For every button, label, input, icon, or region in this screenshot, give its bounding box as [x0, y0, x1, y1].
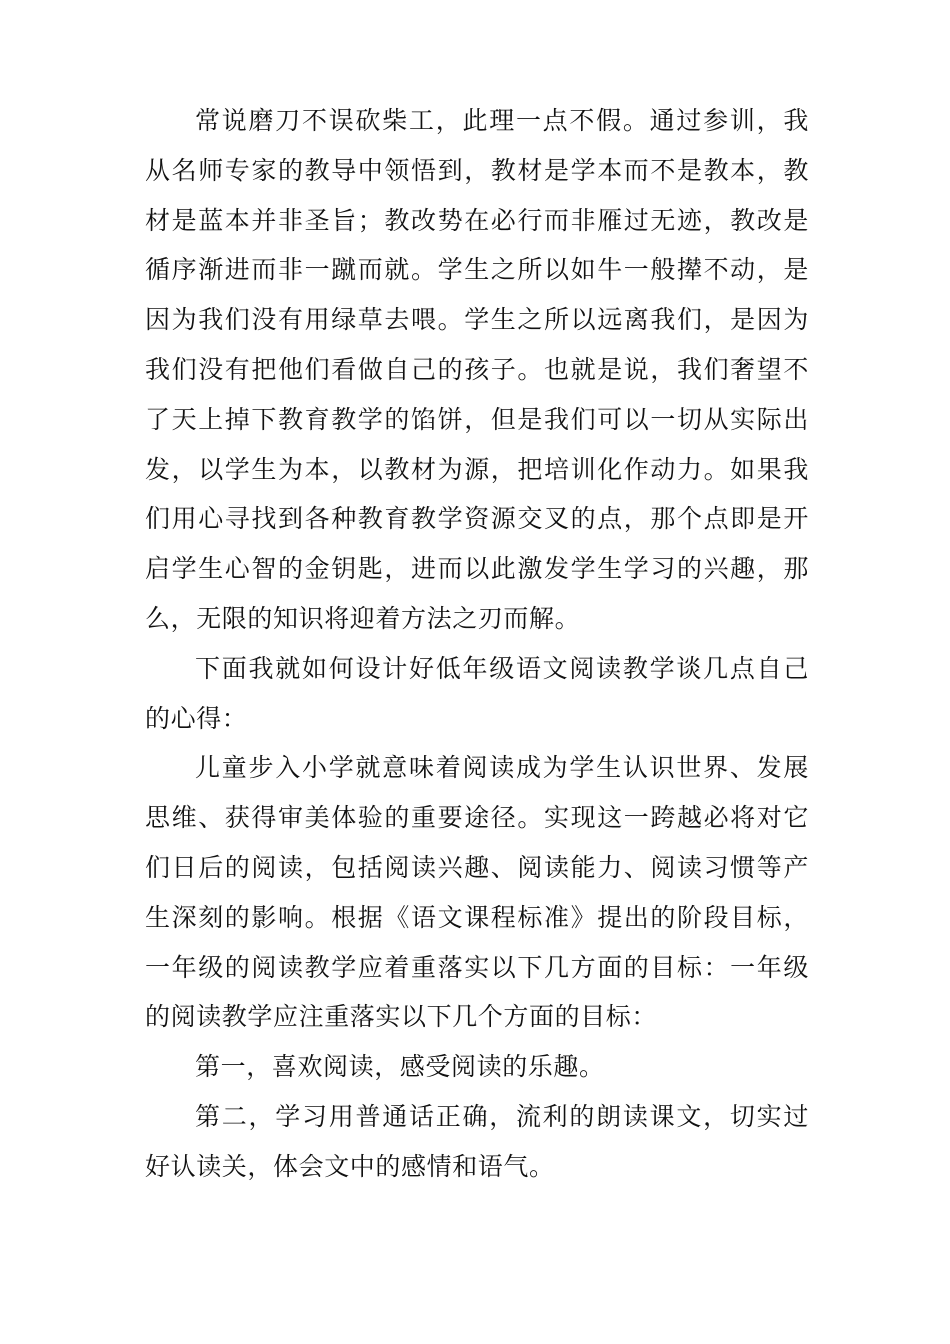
paragraph-goal-one: 第一，喜欢阅读，感受阅读的乐趣。: [195, 1052, 605, 1082]
document-body: [145, 96, 809, 1192]
paragraph-training-reflection: 常说磨刀不误砍柴工，此理一点不假。通过参训，我从名师专家的教导中领悟到，教材是学本而不是教本，教材是蓝本并非圣旨；教改势在必行而非雁过无迹，教改是循序渐进而非一蹴而就。学生之所以如牛一般撵不动，是因为我们没有用绿草去喂。学生之所以远离我们，是因为我们没有把他们看做自己的孩子。也就是说，我们奢望不了天上掉下教育教学的馅饼，但是我们可以一切从实际出发，以学生为本，以教材为源，把培训化作动力。如果我们用心寻找到各种教育教学资源交叉的点，那个点即是开启学生心智的金钥匙，进而以此激发学生学习的兴趣，那么，无限的知识将迎着方法之刃而解。: [145, 106, 809, 633]
paragraph-goal-two: 第二，学习用普通话正确，流利的朗读课文，切实过好认读关，体会文中的感情和语气。: [145, 1101, 809, 1181]
paragraph-intro: 下面我就如何设计好低年级语文阅读教学谈几点自己的心得：: [145, 653, 809, 733]
paragraph-reading-goals: 儿童步入小学就意味着阅读成为学生认识世界、发展思维、获得审美体验的重要途径。实现这一跨越必将对它们日后的阅读，包括阅读兴趣、阅读能力、阅读习惯等产生深刻的影响。根据《语文课程标准》提出的阶段目标，一年级的阅读教学应着重落实以下几方面的目标：一年级的阅读教学应注重落实以下几个方面的目标：: [145, 753, 809, 1032]
